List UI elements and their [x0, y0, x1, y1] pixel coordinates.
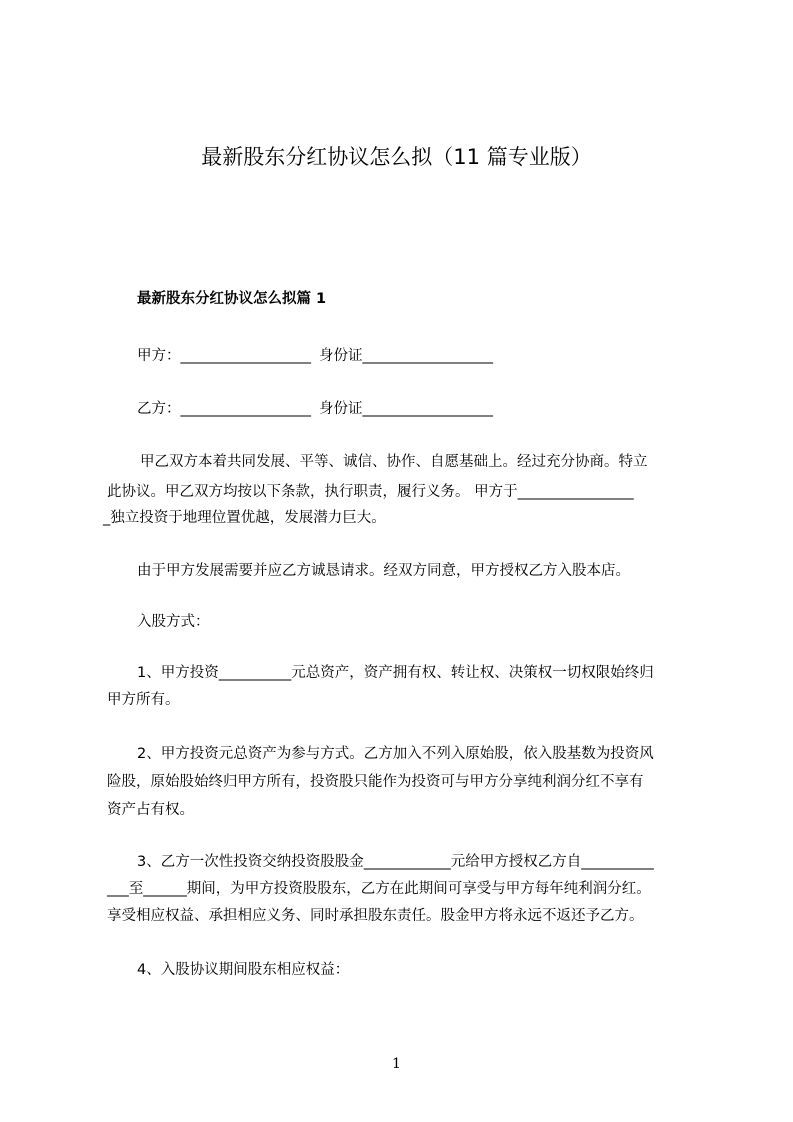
- party-b-id-label: 身份证__________________: [319, 401, 493, 417]
- paragraph-5-line-1: 2、甲方投资元总资产为参与方式。乙方加入不列入原始股，依入股基数为投资风: [137, 746, 654, 762]
- party-a-label: 甲方：__________________: [137, 348, 311, 364]
- paragraph-7: 4、入股协议期间股东相应权益：: [137, 962, 350, 978]
- paragraph-1-line-3: _独立投资于地理位置优越，发展潜力巨大。: [103, 510, 386, 526]
- page-number: 1: [392, 1056, 401, 1072]
- party-b-label: 乙方：__________________: [137, 401, 311, 417]
- party-a-line: [137, 345, 493, 367]
- paragraph-5-line-3: 资产占有权。: [107, 802, 194, 818]
- document-title: 最新股东分红协议怎么拟（11 篇专业版）: [201, 145, 592, 169]
- paragraph-4-line-2: 甲方所有。: [107, 692, 180, 708]
- paragraph-6-line-2: ___至______期间，为甲方投资股股东，乙方在此期间可享受与甲方每年纯利润分红。: [107, 881, 651, 897]
- paragraph-1-line-1: 甲乙双方本着共同发展、平等、诚信、协作、自愿基础上。经过充分协商。特立: [140, 454, 648, 470]
- paragraph-6-line-1: 3、乙方一次性投资交纳投资股股金____________元给甲方授权乙方自__________: [137, 854, 654, 870]
- paragraph-2: 由于甲方发展需要并应乙方诚恳请求。经双方同意，甲方授权乙方入股本店。: [137, 563, 630, 579]
- section-heading: 最新股东分红协议怎么拟篇 1: [137, 291, 327, 307]
- paragraph-5-line-2: 险股，原始股始终归甲方所有，投资股只能作为投资可与甲方分享纯利润分红不享有: [107, 774, 644, 790]
- paragraph-3: 入股方式：: [137, 614, 210, 630]
- paragraph-1-line-2: 此协议。甲乙双方均按以下条款，执行职责，履行义务。 甲方于________________: [107, 484, 634, 500]
- party-b-line: [137, 398, 493, 420]
- paragraph-6-line-3: 享受相应权益、承担相应义务、同时承担股东责任。股金甲方将永远不返还予乙方。: [107, 908, 644, 924]
- party-a-id-label: 身份证__________________: [319, 348, 493, 364]
- paragraph-4-line-1: 1、甲方投资__________元总资产，资产拥有权、转让权、决策权一切权限始终归: [137, 665, 654, 681]
